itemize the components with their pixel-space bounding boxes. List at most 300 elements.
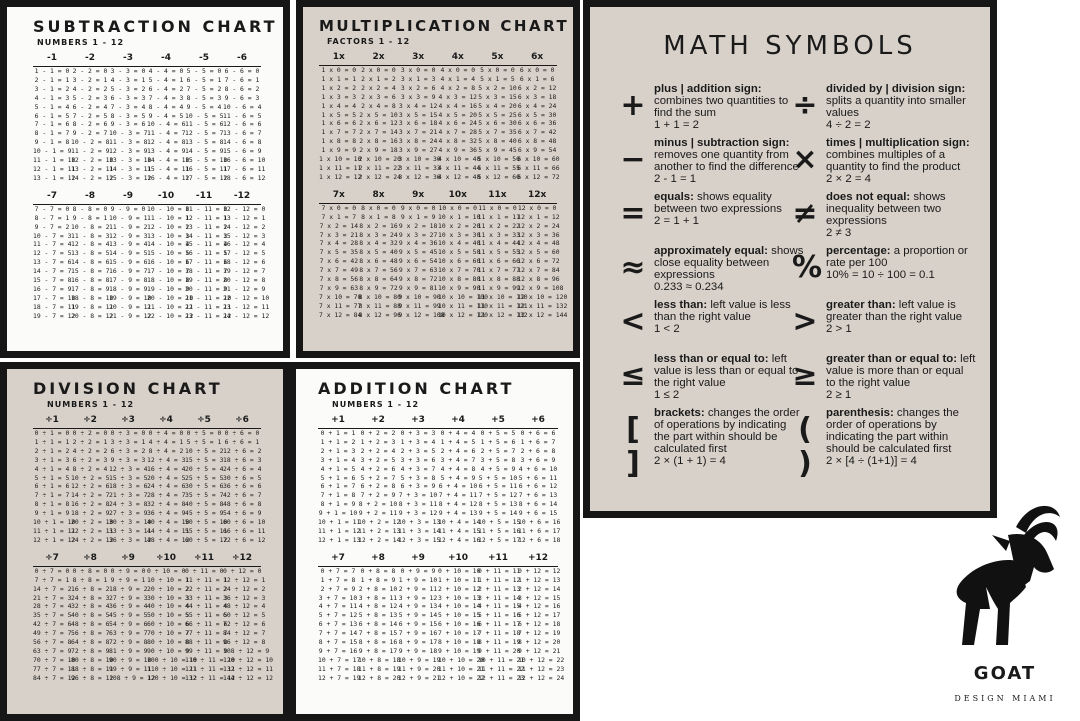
table-row	[33, 285, 261, 294]
equation-cell: 6 - 2 = 4	[72, 102, 108, 111]
equation-cell: 0 + 7 = 7	[320, 566, 356, 575]
equation-cell: 11 - 6 = 5	[223, 111, 262, 120]
table-row	[319, 284, 557, 293]
division-chart-poster	[0, 362, 290, 721]
chart-table	[319, 52, 568, 320]
equation-cell: 2 + 5 = 7	[480, 446, 516, 455]
equation-cell: 9 - 4 = 5	[148, 111, 184, 120]
equation-cell: 15 - 4 = 11	[147, 164, 190, 173]
poster-subtitle: NUMBERS 1 - 12	[37, 38, 125, 47]
table-row	[33, 303, 261, 312]
multiplication-chart-poster	[296, 0, 580, 358]
equation-cell: 5 + 12 = 17	[518, 611, 561, 620]
symbol-name: greater than or equal to:	[826, 353, 958, 365]
equation-cell: 6 x 3 = 18	[517, 92, 557, 101]
equation-cell: 72 ÷ 9 = 8	[109, 638, 148, 647]
equation-cell: 17 - 9 = 8	[109, 276, 148, 285]
equation-cell: 40 ÷ 4 = 10	[147, 518, 190, 527]
equation-cell: 5 x 12 = 60	[477, 172, 520, 181]
equation-cell: 10 x 11 = 110	[437, 301, 488, 310]
table-row	[33, 647, 261, 656]
symbol-definition: left value is more than or equal to the right value	[826, 353, 976, 389]
equation-cell: 132 ÷ 12 = 11	[223, 664, 274, 673]
equation-cell: 21 - 10 = 11	[147, 302, 194, 311]
table-row	[319, 84, 557, 93]
equation-cell: 18 - 7 = 11	[33, 302, 76, 311]
equation-cell: 7 x 2 = 14	[319, 221, 359, 230]
equation-cell: 7 - 6 = 1	[224, 75, 260, 84]
equation-cell: 12 + 4 = 16	[438, 535, 481, 544]
equation-cell: 0 + 4 = 4	[440, 429, 476, 437]
equation-cell: 77 ÷ 7 = 11	[33, 664, 76, 673]
equation-cell: 6 + 6 = 12	[518, 482, 558, 491]
equation-cell: 11 + 3 = 14	[398, 526, 441, 535]
equation-cell: 99 ÷ 11 = 9	[185, 646, 228, 655]
equation-cell: 19 - 9 = 10	[109, 293, 152, 302]
equation-cell: 13 - 8 = 5	[71, 249, 110, 258]
equation-cell: 10 + 8 = 18	[358, 655, 401, 664]
table-row	[33, 232, 261, 241]
symbol-example: 2 ≠ 3	[826, 227, 852, 239]
equation-cell: 8 + 12 = 20	[518, 638, 561, 647]
poster-title: MATH SYMBOLS	[663, 31, 917, 61]
symbol-name: equals:	[654, 191, 694, 203]
equation-cell: 84 ÷ 12 = 7	[223, 629, 266, 638]
header-row	[319, 188, 557, 204]
equation-cell: 16 - 11 = 5	[185, 249, 228, 258]
equation-cell: 14 - 11 = 3	[185, 231, 228, 240]
table-row	[319, 173, 557, 182]
table-row	[33, 276, 261, 285]
table-row	[33, 258, 261, 267]
column-header: +10	[438, 551, 478, 567]
equation-cell: 6 x 6 = 36	[517, 119, 557, 128]
column-header: 3x	[398, 52, 438, 66]
table-row	[33, 638, 261, 647]
symbol-definition: removes one quantity from another to find the difference	[654, 149, 799, 173]
equation-cell: 0 + 2 = 2	[360, 429, 396, 437]
equation-cell: 9 + 9 = 18	[398, 646, 438, 655]
equation-cell: 8 + 6 = 14	[518, 500, 558, 509]
equation-cell: 8 x 12 = 96	[358, 310, 401, 319]
symbol-description	[826, 407, 976, 467]
column-header: -10	[147, 189, 185, 205]
symbol-definition: left value is less than or equal to the right value	[654, 353, 799, 389]
equation-cell: 10 - 7 = 3	[33, 231, 72, 240]
equation-cell: 3 + 2 = 5	[360, 455, 396, 464]
equation-cell: 4 x 9 = 36	[438, 146, 478, 155]
column-header: +5	[478, 415, 518, 429]
table-row	[319, 239, 557, 248]
equation-cell: 19 - 10 = 9	[147, 284, 190, 293]
table-row	[318, 620, 558, 629]
table-row	[33, 429, 261, 438]
equation-cell: 4 + 12 = 16	[518, 602, 561, 611]
equation-cell: 5 + 4 = 9	[440, 473, 476, 482]
symbol-name: less than or equal to:	[654, 353, 769, 365]
symbol-example: 2 ≥ 1	[826, 389, 852, 401]
equation-cell: 4 + 8 = 12	[358, 602, 398, 611]
symbol-definition: combines two quantities to find the sum	[654, 95, 789, 119]
table-row	[33, 474, 261, 483]
table-row	[319, 164, 557, 173]
equation-cell: 13 - 3 = 10	[109, 156, 152, 165]
equation-cell: 4 x 8 = 32	[438, 137, 478, 146]
table-row	[318, 594, 558, 603]
equation-cell: 12 x 6 = 72	[517, 257, 560, 266]
equation-cell: 3 + 9 = 12	[398, 593, 438, 602]
table-row	[33, 147, 261, 156]
column-header: 5x	[478, 52, 518, 66]
equation-cell: 9 + 10 = 19	[438, 646, 481, 655]
equation-cell: 0 ÷ 2 = 0	[72, 429, 108, 437]
poster-title: SUBTRACTION CHART	[33, 17, 278, 36]
equation-cell: 0 + 1 = 1	[320, 429, 356, 437]
equation-cell: 9 - 5 = 4	[186, 102, 222, 111]
equation-cell: 7 x 9 = 63	[319, 283, 359, 292]
header-row	[33, 415, 261, 429]
equation-cell: 1 x 8 = 8	[321, 137, 357, 146]
equation-cell: 7 x 12 = 84	[319, 310, 362, 319]
equation-cell: 6 ÷ 3 = 2	[110, 446, 146, 455]
equation-cell: 16 ÷ 8 = 2	[71, 584, 110, 593]
table-row	[33, 103, 261, 112]
equation-cell: 12 - 9 = 3	[109, 231, 148, 240]
symbol-description	[654, 137, 804, 185]
table-row	[318, 438, 558, 447]
column-header: 2x	[359, 52, 399, 66]
equation-cell: 3 + 3 = 6	[400, 455, 436, 464]
equation-cell: 5 x 1 = 5	[480, 74, 515, 83]
equation-cell: 10 + 3 = 13	[398, 518, 441, 527]
equation-cell: 36 ÷ 9 = 4	[109, 602, 148, 611]
equation-cell: 7 - 5 = 2	[186, 84, 222, 93]
equation-cell: 24 ÷ 6 = 4	[223, 464, 262, 473]
symbol-example: 2 - 1 = 1	[654, 173, 697, 185]
table-row	[33, 491, 261, 500]
equation-cell: 35 ÷ 7 = 5	[33, 611, 72, 620]
equation-cell: 5 + 3 = 8	[400, 473, 436, 482]
equation-cell: 17 - 8 = 9	[71, 284, 110, 293]
equation-cell: 8 x 11 = 88	[358, 301, 401, 310]
equation-cell: 120 ÷ 12 = 10	[223, 655, 274, 664]
equation-cell: 9 x 7 = 63	[398, 266, 438, 275]
equation-cell: 4 x 11 = 44	[437, 163, 481, 172]
equation-cell: 5 x 6 = 30	[478, 119, 517, 128]
equation-cell: 36 ÷ 4 = 9	[147, 509, 186, 518]
equation-cell: 7 x 0 = 0	[321, 203, 357, 212]
column-header: ÷5	[185, 415, 223, 429]
equation-cell: 9 - 6 = 3	[224, 93, 260, 102]
equation-cell: 7 + 4 = 11	[438, 491, 478, 500]
equation-cell: 12 ÷ 2 = 6	[71, 482, 110, 491]
table-row	[33, 138, 261, 147]
equation-cell: 12 x 10 = 120	[517, 292, 568, 301]
equation-cell: 15 - 10 = 5	[147, 249, 190, 258]
table-row	[33, 656, 261, 665]
equation-cell: 7 - 2 = 5	[72, 111, 108, 120]
equation-cell: 1 + 5 = 6	[480, 437, 516, 446]
equation-cell: 23 - 11 = 12	[185, 311, 232, 320]
equation-cell: 6 + 9 = 15	[398, 620, 438, 629]
equation-cell: 63 ÷ 9 = 7	[109, 629, 148, 638]
equation-cell: 45 ÷ 5 = 9	[185, 509, 224, 518]
equation-cell: 8 + 11 = 19	[478, 638, 521, 647]
equation-cell: 90 ÷ 10 = 9	[147, 646, 190, 655]
equation-cell: 40 ÷ 10 = 4	[147, 602, 190, 611]
equation-cell: 2 + 2 = 4	[360, 446, 396, 455]
equation-cell: 9 - 1 = 8	[34, 138, 70, 147]
table-row	[318, 500, 558, 509]
equation-cell: 7 - 4 = 3	[148, 93, 184, 102]
equation-cell: 10 + 5 = 15	[478, 518, 521, 527]
equation-cell: 4 - 4 = 0	[148, 67, 184, 75]
equation-cell: 11 + 4 = 15	[438, 526, 481, 535]
equation-cell: 1 + 6 = 7	[520, 437, 556, 446]
equation-cell: 42 ÷ 7 = 6	[33, 620, 72, 629]
equation-cell: 16 - 7 = 9	[33, 284, 72, 293]
equation-cell: 14 ÷ 2 = 7	[71, 491, 110, 500]
logo-tagline: DESIGN MIAMI	[954, 694, 1056, 703]
equation-cell: 7 + 1 = 8	[320, 491, 356, 500]
equation-cell: 4 x 2 = 8	[440, 83, 476, 92]
equation-cell: 144 ÷ 12 = 12	[223, 673, 274, 682]
equation-cell: 33 ÷ 11 = 3	[185, 593, 228, 602]
table-row	[319, 66, 557, 75]
equation-cell: 1 + 11 = 12	[478, 575, 521, 584]
equation-cell: 11 + 5 = 16	[478, 526, 521, 535]
equation-cell: 14 - 7 = 7	[33, 267, 72, 276]
equation-cell: 8 + 2 = 10	[358, 500, 398, 509]
table-row	[33, 482, 261, 491]
equation-cell: 6 + 8 = 14	[358, 620, 398, 629]
equation-cell: 64 ÷ 8 = 8	[71, 638, 110, 647]
equation-cell: 11 x 8 = 88	[477, 275, 520, 284]
column-header: ÷1	[33, 415, 71, 429]
symbol-definition: changes the order of operations by indicating the part within should be calculated first	[826, 407, 959, 455]
equation-cell: 4 ÷ 1 = 4	[34, 464, 70, 473]
equation-cell: 4 x 6 = 24	[438, 119, 478, 128]
equation-cell: 17 - 10 = 7	[147, 267, 190, 276]
equation-cell: 11 x 11 = 121	[477, 301, 528, 310]
table-row	[33, 312, 261, 321]
equation-cell: 11 + 6 = 17	[518, 526, 561, 535]
column-header: 6x	[517, 52, 557, 66]
equation-cell: 18 - 6 = 12	[223, 173, 266, 182]
equation-cell: 4 x 12 = 48	[437, 172, 481, 181]
equation-cell: 21 ÷ 7 = 3	[33, 593, 72, 602]
equation-cell: 45 ÷ 9 = 5	[109, 611, 148, 620]
equation-cell: 90 ÷ 9 = 10	[109, 655, 152, 664]
equation-cell: 10 - 4 = 6	[147, 120, 186, 129]
poster-title: MULTIPLICATION CHART	[319, 17, 570, 35]
equation-cell: 11 x 7 = 77	[477, 266, 520, 275]
equation-cell: 4 + 7 = 11	[318, 602, 358, 611]
table-row	[318, 429, 558, 438]
equation-cell: 11 ÷ 1 = 11	[33, 526, 76, 535]
equation-cell: 10 + 10 = 20	[438, 655, 485, 664]
equation-cell: 3 x 5 = 15	[398, 110, 438, 119]
symbol-example: 2 × [4 ÷ (1+1)] = 4	[826, 455, 917, 467]
equation-cell: 6 x 0 = 0	[519, 66, 555, 74]
equation-cell: 3 + 6 = 9	[520, 455, 556, 464]
equation-cell: 40 ÷ 8 = 5	[71, 611, 110, 620]
math-symbol-icon: %	[792, 250, 823, 285]
equation-cell: 20 ÷ 10 = 2	[147, 584, 190, 593]
equation-cell: 3 + 12 = 15	[518, 593, 561, 602]
equation-cell: 4 x 7 = 28	[438, 128, 478, 137]
equation-cell: 18 - 12 = 6	[223, 258, 266, 267]
equation-cell: 9 - 9 = 0	[110, 204, 146, 213]
table-row	[33, 620, 261, 629]
equation-cell: 55 ÷ 11 = 5	[185, 611, 228, 620]
equation-cell: 0 + 3 = 3	[400, 429, 436, 437]
equation-cell: 17 - 6 = 11	[223, 164, 266, 173]
equation-cell: 11 + 2 = 13	[358, 526, 401, 535]
equation-cell: 30 ÷ 3 = 10	[109, 518, 152, 527]
addition-chart-poster	[289, 362, 580, 721]
header-row	[318, 551, 558, 567]
equation-cell: 9 x 3 = 27	[398, 230, 438, 239]
equation-cell: 8 + 8 = 16	[358, 638, 398, 647]
table-row	[33, 223, 261, 232]
equation-cell: 18 - 9 = 9	[109, 284, 148, 293]
equation-cell: 14 - 6 = 8	[223, 138, 262, 147]
symbol-example: 1 < 2	[654, 323, 680, 335]
equation-cell: 100 ÷ 10 = 10	[147, 655, 198, 664]
equation-cell: 7 x 3 = 21	[319, 230, 359, 239]
equation-cell: 3 + 4 = 7	[440, 455, 476, 464]
equation-cell: 10 ÷ 1 = 10	[33, 518, 76, 527]
equation-cell: 48 ÷ 8 = 6	[71, 620, 110, 629]
symbol-name: does not equal:	[826, 191, 911, 203]
column-header: +12	[518, 551, 558, 567]
header-row	[33, 551, 261, 567]
equation-cell: 4 - 2 = 2	[72, 84, 108, 93]
equation-cell: 6 - 4 = 2	[148, 84, 184, 93]
equation-cell: 2 x 1 = 2	[361, 74, 396, 83]
equation-cell: 22 ÷ 2 = 11	[71, 526, 114, 535]
equation-cell: 5 + 7 = 12	[318, 611, 358, 620]
math-symbol-icon: [ ]	[626, 412, 640, 481]
equation-cell: 7 + 7 = 14	[318, 629, 358, 638]
equation-cell: 8 ÷ 1 = 8	[34, 500, 70, 509]
equation-cell: 10 - 8 = 2	[71, 222, 110, 231]
equation-cell: 14 - 8 = 6	[71, 258, 110, 267]
equation-cell: 5 x 7 = 35	[478, 128, 517, 137]
equation-cell: 2 + 4 = 6	[440, 446, 476, 455]
poster-title: ADDITION CHART	[318, 379, 515, 398]
symbol-description	[826, 137, 976, 185]
equation-cell: 12 x 0 = 0	[517, 203, 557, 212]
table-row	[33, 602, 261, 611]
equation-cell: 12 + 10 = 22	[438, 673, 485, 682]
equation-cell: 11 - 7 = 4	[33, 240, 72, 249]
math-symbol-icon: <	[620, 304, 646, 339]
column-header: 12x	[517, 188, 557, 204]
equation-cell: 13 - 7 = 6	[33, 258, 72, 267]
table-row	[33, 594, 261, 603]
equation-cell: 110 ÷ 10 = 11	[147, 664, 198, 673]
equation-cell: 48 ÷ 4 = 12	[147, 535, 190, 544]
equation-cell: 10 - 1 = 9	[33, 147, 72, 156]
equation-cell: 2 x 10 = 20	[358, 155, 401, 164]
equation-cell: 10 + 4 = 14	[438, 518, 481, 527]
equation-cell: 3 + 10 = 13	[438, 593, 481, 602]
equation-cell: 15 - 5 = 10	[185, 156, 228, 165]
table-row	[33, 665, 261, 674]
table-row	[33, 509, 261, 518]
table-row	[318, 674, 558, 683]
equation-cell: 96 ÷ 12 = 8	[223, 638, 266, 647]
table-row	[318, 647, 558, 656]
column-header: -2	[71, 53, 109, 67]
equation-cell: 12 x 3 = 36	[517, 230, 560, 239]
equation-cell: 14 - 9 = 5	[109, 249, 148, 258]
table-row	[318, 629, 558, 638]
equation-cell: 10 x 2 = 20	[437, 221, 481, 230]
equation-cell: 13 - 12 = 1	[223, 213, 266, 222]
equation-cell: 4 x 4 = 16	[438, 101, 478, 110]
equation-cell: 9 + 8 = 17	[358, 646, 398, 655]
equation-cell: 44 ÷ 4 = 11	[147, 526, 190, 535]
equation-cell: 8 - 3 = 5	[110, 111, 146, 120]
brand-logo	[930, 495, 1080, 721]
equation-cell: 10 x 12 = 120	[437, 310, 488, 319]
equation-cell: 8 ÷ 2 = 4	[72, 464, 108, 473]
symbol-name: minus | subtraction sign:	[654, 137, 790, 149]
equation-cell: 7 + 12 = 19	[518, 629, 561, 638]
equation-cell: 19 - 11 = 8	[185, 276, 228, 285]
equation-cell: 1 x 4 = 4	[321, 101, 357, 110]
equation-cell: 10 x 3 = 30	[437, 230, 481, 239]
equation-cell: 14 - 10 = 4	[147, 240, 190, 249]
equation-cell: 14 - 12 = 2	[223, 222, 266, 231]
table-row	[33, 76, 261, 85]
column-header: -8	[71, 189, 109, 205]
equation-cell: 121 ÷ 11 = 11	[185, 664, 236, 673]
equation-cell: 18 ÷ 6 = 3	[223, 455, 262, 464]
equation-cell: 3 + 1 = 4	[320, 455, 356, 464]
equation-cell: 108 ÷ 12 = 9	[223, 646, 270, 655]
equation-cell: 8 - 4 = 4	[148, 102, 184, 111]
equation-cell: 13 - 6 = 7	[223, 129, 262, 138]
equation-cell: 9 + 7 = 16	[318, 646, 358, 655]
equation-cell: 9 - 2 = 7	[72, 129, 108, 138]
column-header: +11	[478, 551, 518, 567]
equation-cell: 25 ÷ 5 = 5	[185, 473, 224, 482]
equation-cell: 60 ÷ 5 = 12	[185, 535, 228, 544]
equation-cell: 12 + 8 = 20	[358, 673, 401, 682]
equation-cell: 10 x 9 = 90	[437, 283, 481, 292]
equation-cell: 5 x 0 = 0	[480, 66, 515, 74]
equation-cell: 6 - 3 = 3	[110, 93, 146, 102]
equation-cell: 8 + 4 = 12	[438, 500, 478, 509]
column-header: 11x	[478, 188, 518, 204]
table-row	[319, 93, 557, 102]
equation-cell: 6 ÷ 6 = 1	[224, 437, 260, 446]
equation-cell: 1 x 2 = 2	[321, 83, 357, 92]
table-row	[318, 447, 558, 456]
equation-cell: 7 + 6 = 13	[518, 491, 558, 500]
equation-cell: 10 + 7 = 17	[318, 655, 361, 664]
equation-cell: 19 - 7 = 12	[33, 311, 76, 320]
equation-cell: 11 x 0 = 0	[478, 203, 517, 212]
equation-cell: 15 - 9 = 6	[109, 258, 148, 267]
equation-cell: 1 - 1 = 0	[34, 67, 70, 75]
equation-cell: 9 x 4 = 36	[398, 239, 438, 248]
equation-cell: 1 x 6 = 6	[321, 119, 357, 128]
